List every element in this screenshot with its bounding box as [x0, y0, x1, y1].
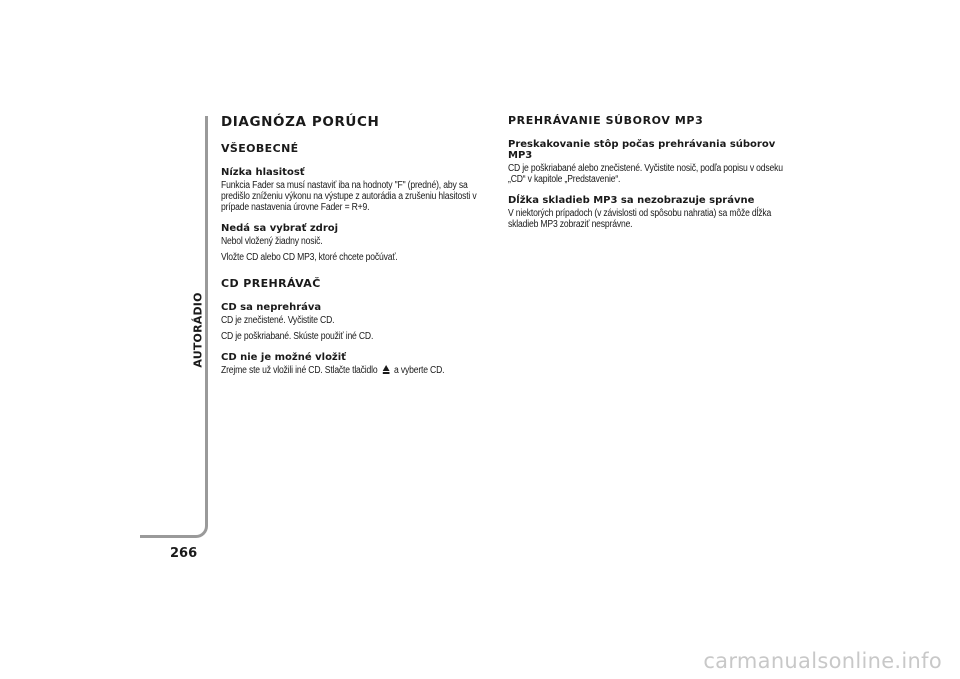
- right-column: [508, 114, 798, 240]
- issue-mp3-length: [508, 195, 798, 230]
- main-title: DIAGNÓZA PORÚCH: [221, 114, 380, 130]
- issue-title: CD nie je možné vložiť: [221, 352, 346, 363]
- issue-title: Nedá sa vybrať zdroj: [221, 223, 339, 234]
- section-heading-general: VŠEOBECNÉ: [221, 142, 299, 155]
- page-number: 266: [170, 546, 198, 561]
- issue-low-volume: [221, 167, 491, 213]
- issue-text: Nebol vložený žiadny nosič.: [221, 236, 323, 247]
- issue-text: CD je poškriabané. Skúste použiť iné CD.: [221, 331, 374, 342]
- issue-text-before-icon: Zrejme ste už vložili iné CD. Stlačte tlačidlo: [221, 365, 378, 376]
- chapter-side-label: AUTORÁDIO: [191, 292, 205, 368]
- issue-text: V niektorých prípadoch (v závislosti od spôsobu nahratia) sa môže dĺžka skladieb MP3 zobraziť nesprávne.: [508, 208, 772, 230]
- issue-text: Funkcia Fader sa musí nastaviť iba na hodnoty "F" (predné), aby sa predišlo zníženiu výkonu na výstupe z autorádia a zrušeniu hlasitosti v prípade nastavenia úrovne Fader = R+9.: [221, 180, 477, 213]
- section-heading-cd-player: CD PREHRÁVAČ: [221, 277, 321, 290]
- issue-text-with-icon: [221, 365, 490, 376]
- issue-text: Vložte CD alebo CD MP3, ktoré chcete počúvať.: [221, 252, 398, 263]
- issue-mp3-skipping: [508, 139, 798, 185]
- issue-title: Nízka hlasitosť: [221, 167, 305, 178]
- issue-title: CD sa neprehráva: [221, 302, 322, 313]
- issue-text: CD je poškriabané alebo znečistené. Vyčistite nosič, podľa popisu v odseku „CD“ v kapitole „Predstavenie“.: [508, 163, 783, 185]
- issue-text-after-icon: a vyberte CD.: [394, 365, 445, 376]
- mp3-section-title: PREHRÁVANIE SÚBOROV MP3: [508, 114, 704, 127]
- left-column: [221, 114, 491, 386]
- issue-cd-cannot-insert: [221, 352, 491, 376]
- issue-no-source: [221, 223, 491, 263]
- issue-cd-not-playing: [221, 302, 491, 342]
- issue-title: Preskakovanie stôp počas prehrávania súborov MP3: [508, 139, 776, 161]
- issue-title: Dĺžka skladieb MP3 sa nezobrazuje správne: [508, 195, 755, 206]
- eject-icon: [382, 365, 389, 374]
- issue-text: CD je znečistené. Vyčistite CD.: [221, 315, 335, 326]
- watermark: carmanualsonline.info: [703, 649, 942, 673]
